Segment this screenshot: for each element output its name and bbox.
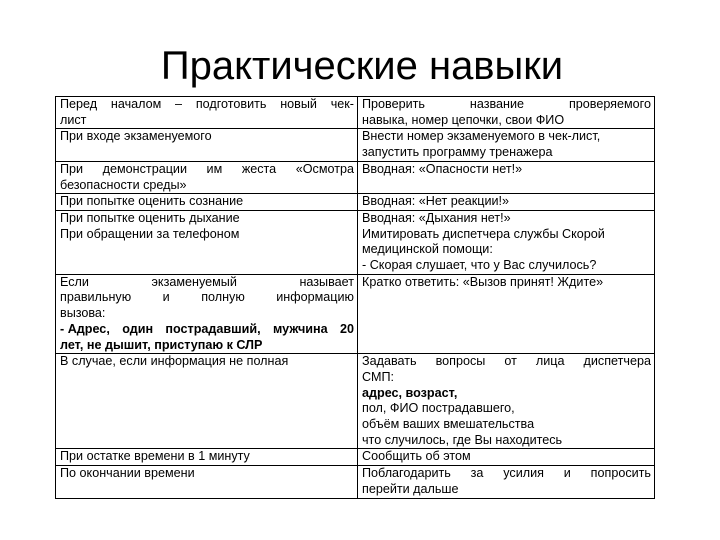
table-row: [56, 129, 655, 161]
situation-cell: [56, 466, 358, 498]
action-cell: [358, 97, 655, 129]
right-cell-line: [362, 97, 651, 113]
word: новый: [280, 97, 317, 111]
word: один: [122, 321, 154, 336]
word: началом: [110, 97, 162, 111]
word: правильную: [60, 290, 132, 305]
right-cell-line: что случилось, где Вы находитесь: [362, 432, 563, 447]
right-cell-line: Вводная: «Нет реакции!»: [362, 194, 510, 209]
word: и: [563, 466, 571, 481]
word: Перед: [60, 97, 98, 111]
right-cell-line: СМП:: [362, 369, 394, 384]
word: Поблагодарить: [362, 466, 451, 481]
word: попросить: [590, 466, 651, 481]
right-cell-line: Кратко ответить: «Вызов принят! Ждите»: [362, 274, 604, 289]
table-row: [56, 97, 655, 129]
situation-cell: [56, 210, 358, 274]
table-row: [56, 354, 655, 449]
word: название: [469, 97, 525, 111]
word: 20: [339, 321, 354, 336]
table-row: [56, 194, 655, 211]
word: от: [504, 354, 517, 369]
right-cell-line: Сообщить об этом: [362, 449, 471, 464]
action-cell: [358, 129, 655, 161]
word: «Осмотра: [295, 161, 354, 176]
left-cell-line: При входе экзаменуемого: [60, 129, 212, 144]
word: вопросы: [435, 354, 486, 369]
word: информацию: [276, 290, 354, 305]
word: полную: [201, 290, 245, 305]
right-cell-line: объём ваших вмешательства: [362, 417, 535, 432]
word: пострадавший,: [165, 321, 261, 336]
word: и: [162, 290, 170, 305]
left-cell-line: вызова:: [60, 306, 106, 321]
left-cell-line: При остатке времени в 1 минуту: [60, 449, 250, 464]
action-cell: [358, 449, 655, 466]
right-cell-line: [362, 354, 651, 370]
action-cell: [358, 194, 655, 211]
right-cell-line: - Скорая слушает, что у Вас случилось?: [362, 258, 597, 273]
table-row: [56, 274, 655, 354]
situation-cell: [56, 161, 358, 193]
left-cell-line: По окончании времени: [60, 466, 195, 481]
left-cell-line: При попытке оценить дыхание: [60, 210, 240, 225]
situation-cell: [56, 449, 358, 466]
left-cell-line: [60, 322, 354, 338]
word: усилия: [503, 466, 544, 481]
left-cell-line: [60, 162, 354, 178]
word: экзаменуемый: [151, 274, 237, 289]
right-cell-line: Вводная: «Опасности нет!»: [362, 161, 523, 176]
skills-table: [55, 96, 655, 499]
word: диспетчера: [583, 354, 651, 369]
action-cell: [358, 210, 655, 274]
word: Задавать: [362, 354, 417, 369]
table-row: [56, 210, 655, 274]
situation-cell: [56, 274, 358, 354]
right-cell-line: перейти дальше: [362, 481, 459, 496]
word: жеста: [241, 161, 277, 176]
word: чек-: [330, 97, 354, 111]
table-row: [56, 161, 655, 193]
word: Если: [60, 274, 89, 289]
word: мужчина: [273, 321, 328, 336]
right-cell-line: Вводная: «Дыхания нет!»: [362, 210, 511, 225]
word: лица: [535, 354, 565, 369]
action-cell: [358, 161, 655, 193]
situation-cell: [56, 129, 358, 161]
action-cell: [358, 466, 655, 498]
left-cell-line: [60, 290, 354, 306]
action-cell: [358, 274, 655, 354]
left-cell-line: лист: [60, 112, 87, 127]
right-cell-line: Имитировать диспетчера службы Скорой: [362, 226, 605, 241]
word: называет: [299, 274, 354, 289]
table-row: [56, 466, 655, 498]
word: Проверить: [362, 97, 425, 111]
right-cell-line: [362, 466, 651, 482]
left-cell-line: В случае, если информация не полная: [60, 354, 289, 369]
right-cell-line: медицинской помощи:: [362, 242, 493, 257]
skills-table-body: [56, 97, 655, 499]
word: При: [60, 161, 84, 176]
right-cell-line: Внести номер экзаменуемого в чек-лист,: [362, 129, 601, 144]
left-cell-line: При обращении за телефоном: [60, 226, 240, 241]
left-cell-line: лет, не дышит, приступаю к СЛР: [60, 337, 263, 352]
word: демонстрации: [102, 161, 187, 176]
action-cell: [358, 354, 655, 449]
left-cell-line: При попытке оценить сознание: [60, 194, 244, 209]
situation-cell: [56, 194, 358, 211]
word: им: [206, 161, 223, 176]
page-title: Практические навыки: [160, 44, 564, 88]
word: подготовить: [195, 97, 267, 111]
word: проверяемого: [568, 97, 651, 111]
right-cell-line: запустить программу тренажера: [362, 145, 553, 160]
situation-cell: [56, 354, 358, 449]
left-cell-line: [60, 97, 354, 113]
word: за: [470, 466, 484, 481]
right-cell-line: пол, ФИО пострадавшего,: [362, 401, 515, 416]
word: –: [175, 97, 183, 111]
table-row: [56, 449, 655, 466]
word: - Адрес,: [60, 321, 110, 336]
left-cell-line: [60, 275, 354, 291]
skills-table-container: [55, 96, 649, 499]
right-cell-line: адрес, возраст,: [362, 385, 458, 400]
left-cell-line: безопасности среды»: [60, 177, 187, 192]
situation-cell: [56, 97, 358, 129]
right-cell-line: навыка, номер цепочки, свои ФИО: [362, 112, 565, 127]
